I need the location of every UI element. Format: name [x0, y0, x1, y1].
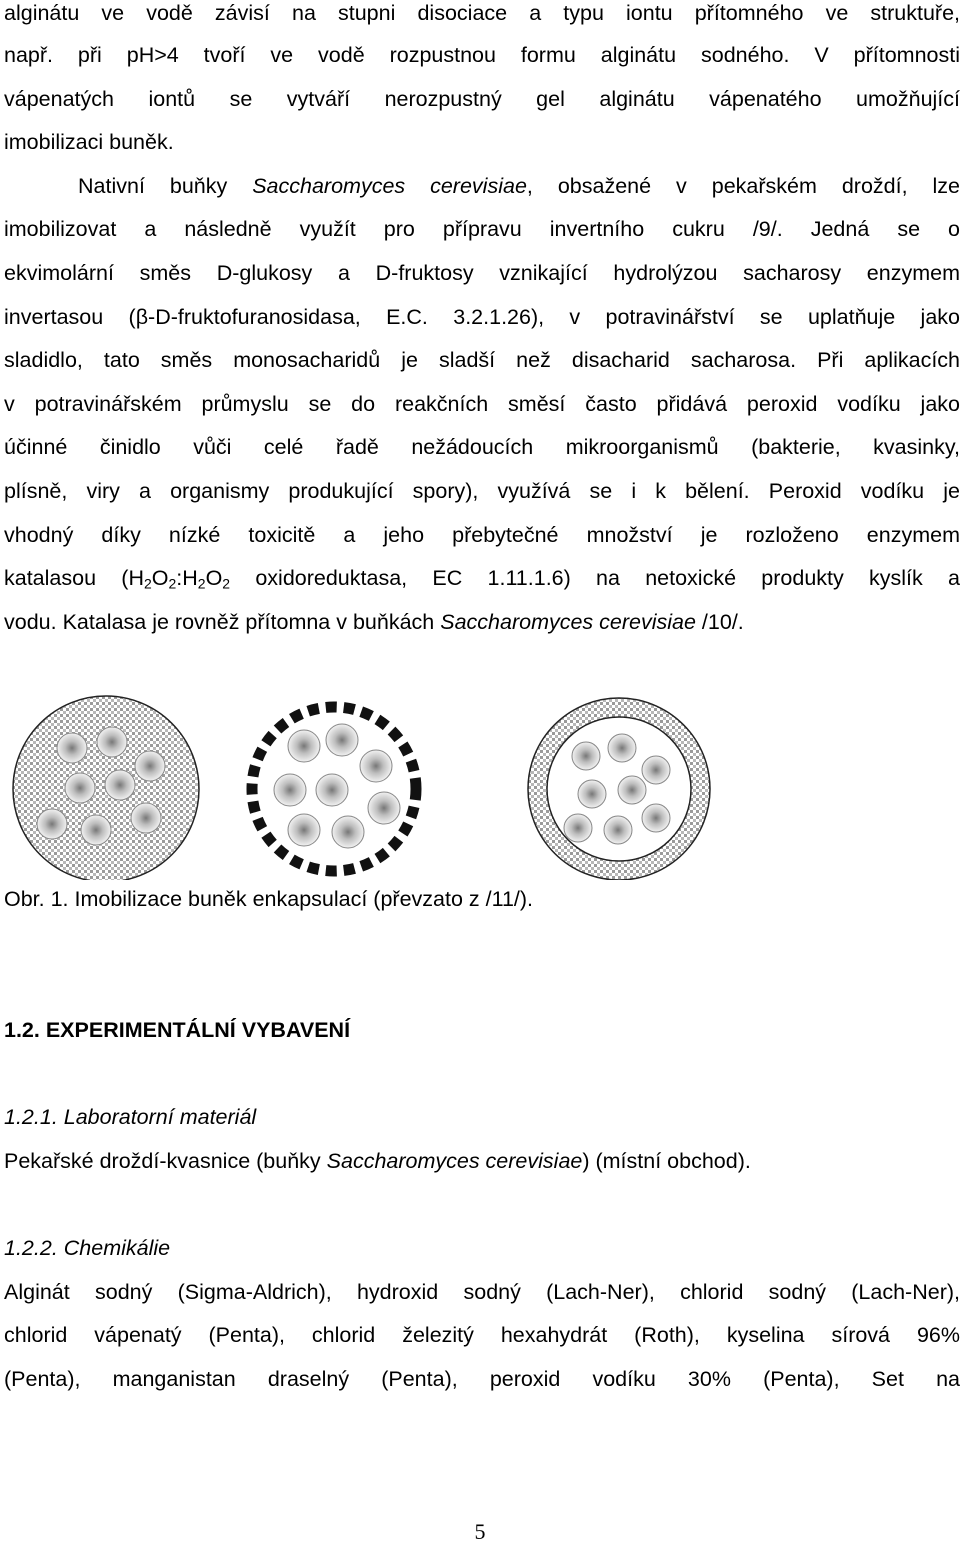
subsection-title: 1.2.2. Chemikálie [4, 1236, 171, 1260]
text-line: invertasou (β-D-fruktofuranosidasa, E.C. 3.2.1.26), v potravinářství se uplatňuje jako [4, 305, 960, 329]
capsule-shell-encapsulation [528, 698, 710, 880]
capsule-dashed-membrane [252, 707, 416, 871]
text-line: v potravinářském průmyslu se do reakčních směsí často přidává peroxid vodíku jako [4, 392, 960, 416]
section-heading: 1.2. EXPERIMENTÁLNÍ VYBAVENÍ [4, 1018, 351, 1042]
text-line: chlorid vápenatý (Penta), chlorid železitý hexahydrát (Roth), kyselina sírová 96% [4, 1323, 960, 1347]
text-line: imobilizaci buněk. [4, 130, 174, 154]
text-line: alginátu ve vodě závisí na stupni disociace a typu iontu přítomného ve struktuře, [4, 1, 960, 25]
text-line: plísně, viry a organismy produkující spory), využívá se i k bělení. Peroxid vodíku je [4, 479, 960, 503]
subsection-title: 1.2.1. Laboratorní materiál [4, 1105, 257, 1129]
text-line: sladidlo, tato směs monosacharidů je sladší než disacharid sacharosa. Při aplikacích [4, 348, 960, 372]
page-number: 5 [474, 1519, 486, 1544]
text-line: katalasou ($H_2O_2:H_2O_2$ oxidoreduktasa, EC 1.11.1.6) na netoxické produkty kyslík a [4, 566, 960, 592]
text-line: imobilizovat a následně využít pro přípravu invertního cukru /9/. Jedná se o [4, 217, 960, 241]
text-line: účinné činidlo vůči celé řadě nežádoucích mikroorganismů (bakterie, kvasinky, [4, 435, 960, 459]
text-line: vodu. Katalasa je rovněž přítomna v buňkách Saccharomyces cerevisiae /10/. [4, 610, 744, 634]
text-line: Alginát sodný (Sigma-Aldrich), hydroxid sodný (Lach-Ner), chlorid sodný (Lach-Ner), [4, 1280, 960, 1304]
text-line: vápenatých iontů se vytváří nerozpustný gel alginátu vápenatého umožňující [4, 87, 960, 111]
text-line: (Penta), manganistan draselný (Penta), peroxid vodíku 30% (Penta), Set na [4, 1367, 960, 1391]
text-line: Nativní buňky Saccharomyces cerevisiae, obsažené v pekařském droždí, lze [78, 174, 960, 198]
encapsulation-figure [0, 690, 960, 880]
text-line: vhodný díky nízké toxicitě a jeho přebytečné množství je rozloženo enzymem [4, 523, 960, 547]
text-line: ekvimolární směs D-glukosy a D-fruktosy vznikající hydrolýzou sacharosy enzymem [4, 261, 960, 285]
figure-caption: Obr. 1. Imobilizace buněk enkapsulací (převzato z /11/). [4, 887, 534, 911]
text-line: např. při pH>4 tvoří ve vodě rozpustnou formu alginátu sodného. V přítomnosti [4, 43, 960, 67]
text-line: Pekařské droždí-kvasnice (buňky Saccharomyces cerevisiae) (místní obchod). [4, 1149, 751, 1173]
capsule-matrix-entrapment [13, 696, 199, 880]
